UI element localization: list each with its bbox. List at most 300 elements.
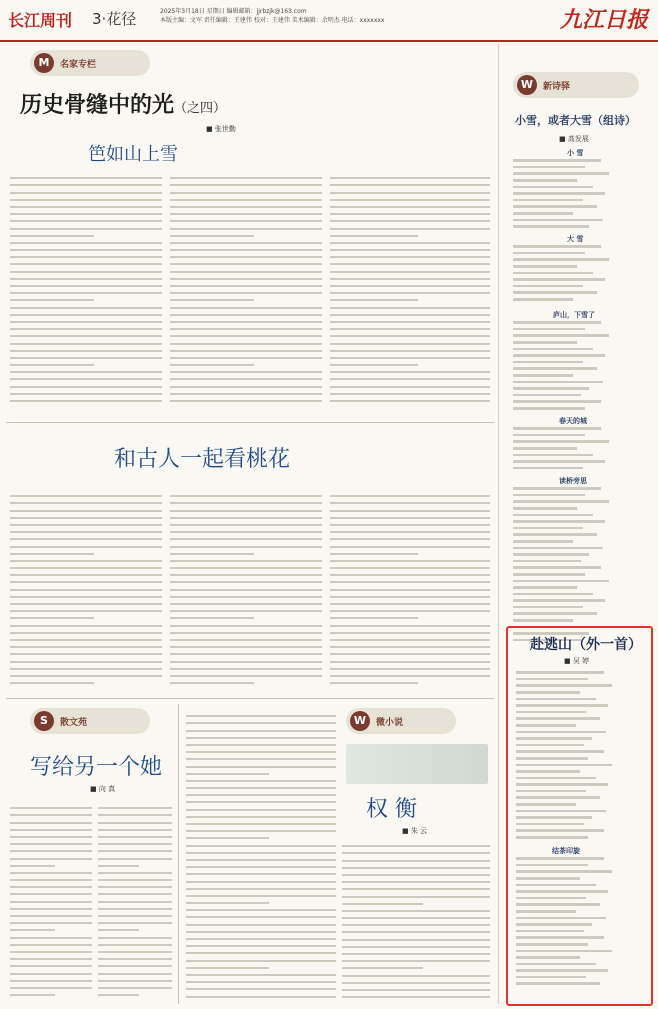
- text-line: [186, 990, 336, 997]
- column-m-icon: M: [34, 53, 54, 73]
- poem-line: [516, 762, 644, 769]
- text-line: [170, 230, 254, 237]
- poem-line: [513, 297, 649, 304]
- text-line: [10, 265, 162, 272]
- text-line: [330, 540, 490, 547]
- text-line: [342, 984, 490, 991]
- poem-line: [513, 439, 649, 446]
- text-line: [170, 627, 322, 634]
- poem-line: [516, 769, 644, 776]
- text-line: [10, 194, 162, 201]
- text-line: [330, 670, 490, 677]
- text-line: [170, 380, 322, 387]
- poem-line: [516, 975, 644, 982]
- text-line: [10, 330, 162, 337]
- poem-line: [513, 611, 649, 618]
- text-line: [330, 655, 490, 662]
- text-line: [10, 677, 94, 684]
- text-line: [330, 395, 490, 402]
- text-line: [330, 504, 490, 511]
- poem-line: [516, 723, 644, 730]
- text-line: [10, 591, 162, 598]
- poem-line: [513, 585, 649, 592]
- text-line: [330, 388, 490, 395]
- text-line: [10, 222, 162, 229]
- poem-line: [516, 710, 644, 717]
- poem-line: [516, 968, 644, 975]
- article4-col1: [186, 710, 336, 1000]
- text-line: [10, 512, 162, 519]
- text-line: [170, 301, 322, 308]
- poem-line: [513, 198, 649, 205]
- text-line: [170, 519, 322, 526]
- poem-line: [513, 559, 649, 566]
- poem-line: [516, 670, 644, 677]
- text-line: [10, 838, 92, 845]
- text-line: [342, 869, 490, 876]
- text-line: [10, 605, 162, 612]
- poem-line: [513, 366, 649, 373]
- text-line: [10, 860, 55, 867]
- poem-line: [513, 270, 649, 277]
- text-line: [170, 605, 322, 612]
- text-line: [186, 976, 336, 983]
- poem-line: [513, 512, 649, 519]
- text-line: [10, 881, 92, 888]
- poem-line: [516, 955, 644, 962]
- poem-line: [516, 802, 644, 809]
- featured-poem-title: 赴逃山（外一首）: [530, 637, 642, 653]
- article1-subtitle: 笆如山上雪: [88, 144, 178, 165]
- text-line: [330, 648, 490, 655]
- text-line: [342, 955, 490, 962]
- poem-line: [513, 244, 649, 251]
- poem-line: [516, 703, 644, 710]
- poem-line: [516, 981, 644, 988]
- text-line: [330, 583, 490, 590]
- text-line: [170, 533, 322, 540]
- text-line: [342, 862, 490, 869]
- poem-line: [513, 399, 649, 406]
- text-line: [186, 717, 336, 724]
- poem-line: [513, 379, 649, 386]
- text-line: [170, 337, 322, 344]
- text-line: [98, 917, 172, 924]
- text-line: [186, 868, 336, 875]
- text-line: [10, 533, 162, 540]
- text-line: [10, 655, 162, 662]
- text-line: [186, 839, 336, 846]
- text-line: [170, 222, 322, 229]
- text-line: [330, 677, 418, 684]
- text-line: [98, 802, 172, 809]
- text-line: [10, 989, 55, 996]
- text-line: [186, 803, 336, 810]
- text-line: [170, 497, 322, 504]
- poem-line: [513, 598, 649, 605]
- text-line: [10, 373, 162, 380]
- text-line: [10, 548, 94, 555]
- text-line: [170, 526, 322, 533]
- text-line: [10, 287, 162, 294]
- text-line: [330, 179, 490, 186]
- text-line: [170, 619, 322, 626]
- poem-line: [513, 217, 649, 224]
- text-line: [10, 931, 92, 938]
- text-line: [170, 576, 322, 583]
- text-line: [98, 809, 172, 816]
- text-line: [170, 677, 254, 684]
- column-s-icon: S: [34, 711, 54, 731]
- text-line: [98, 903, 172, 910]
- text-line: [342, 919, 490, 926]
- featured-poem-box: [506, 626, 653, 1006]
- poem-line: [516, 696, 644, 703]
- text-line: [10, 395, 162, 402]
- poem2-lines: [513, 244, 649, 303]
- poem-line: [516, 736, 644, 743]
- text-line: [10, 634, 162, 641]
- text-line: [98, 816, 172, 823]
- poem-line: [513, 499, 649, 506]
- text-line: [330, 287, 490, 294]
- text-line: [330, 345, 490, 352]
- poem-line: [516, 743, 644, 750]
- text-line: [98, 939, 172, 946]
- text-line: [342, 905, 490, 912]
- text-line: [186, 854, 336, 861]
- text-line: [10, 172, 162, 179]
- text-line: [186, 954, 336, 961]
- text-line: [10, 337, 162, 344]
- text-line: [10, 179, 162, 186]
- text-line: [330, 526, 490, 533]
- text-line: [186, 962, 269, 969]
- text-line: [186, 789, 336, 796]
- text-line: [10, 526, 162, 533]
- text-line: [98, 867, 172, 874]
- poem-line: [516, 782, 644, 789]
- article1-col1: [10, 172, 162, 408]
- text-line: [10, 251, 162, 258]
- poem-line: [516, 948, 644, 955]
- poem-line: [513, 466, 649, 473]
- text-line: [170, 287, 322, 294]
- text-line: [10, 519, 162, 526]
- poem-line: [513, 545, 649, 552]
- poem-line: [513, 393, 649, 400]
- text-line: [186, 724, 336, 731]
- page-number: 3·花径: [92, 10, 137, 28]
- poem-line: [516, 922, 644, 929]
- poem-line: [516, 776, 644, 783]
- text-line: [170, 512, 322, 519]
- text-line: [186, 832, 269, 839]
- poem-line: [513, 360, 649, 367]
- text-line: [170, 179, 322, 186]
- poem-line: [513, 386, 649, 393]
- column-w-icon: W: [517, 75, 537, 95]
- text-line: [330, 634, 490, 641]
- text-line: [10, 648, 162, 655]
- text-line: [330, 519, 490, 526]
- text-line: [170, 366, 322, 373]
- poem4-title: 春天的城: [559, 417, 587, 425]
- text-line: [10, 967, 92, 974]
- article4-author: ■ 朱 云: [402, 827, 428, 835]
- poem-line: [513, 406, 649, 413]
- text-line: [170, 670, 322, 677]
- text-line: [10, 280, 162, 287]
- text-line: [10, 619, 162, 626]
- poem-line: [513, 257, 649, 264]
- text-line: [330, 373, 490, 380]
- poem5-lines: [513, 486, 649, 644]
- text-line: [170, 634, 322, 641]
- text-line: [10, 576, 162, 583]
- text-line: [10, 946, 92, 953]
- text-line: [186, 911, 336, 918]
- main-content: [6, 44, 494, 1004]
- poem-line: [513, 433, 649, 440]
- poem-line: [513, 165, 649, 172]
- text-line: [170, 265, 322, 272]
- poem-line: [516, 835, 644, 842]
- text-line: [330, 569, 490, 576]
- text-line: [330, 323, 490, 330]
- poem-line: [513, 493, 649, 500]
- text-line: [170, 612, 254, 619]
- poem-line: [516, 869, 644, 876]
- illustration: [346, 744, 488, 784]
- poem3-lines: [513, 320, 649, 412]
- text-line: [170, 172, 322, 179]
- text-line: [186, 883, 336, 890]
- poem-line: [516, 822, 644, 829]
- text-line: [330, 294, 418, 301]
- poem-group-title: 小雪，或者大雪（组诗）: [515, 114, 636, 127]
- text-line: [342, 977, 490, 984]
- divider: [6, 698, 494, 699]
- poem-line: [513, 158, 649, 165]
- text-line: [10, 301, 162, 308]
- text-line: [10, 359, 94, 366]
- poem2-title: 大 雪: [567, 235, 584, 243]
- text-line: [170, 316, 322, 323]
- poem-line: [516, 749, 644, 756]
- text-line: [170, 395, 322, 402]
- text-line: [170, 591, 322, 598]
- text-line: [186, 746, 336, 753]
- poem-line: [513, 426, 649, 433]
- text-line: [330, 265, 490, 272]
- text-line: [10, 824, 92, 831]
- text-line: [186, 897, 269, 904]
- text-line: [10, 670, 162, 677]
- text-line: [170, 663, 322, 670]
- text-line: [330, 619, 490, 626]
- text-line: [342, 926, 490, 933]
- column-w-icon: W: [350, 711, 370, 731]
- text-line: [170, 280, 322, 287]
- poem-line: [513, 171, 649, 178]
- text-line: [186, 933, 336, 940]
- text-line: [10, 583, 162, 590]
- text-line: [10, 852, 92, 859]
- text-line: [10, 186, 162, 193]
- text-line: [10, 215, 162, 222]
- text-line: [10, 888, 92, 895]
- text-line: [170, 294, 254, 301]
- article1-col2: [170, 172, 322, 408]
- poem-line: [513, 340, 649, 347]
- text-line: [330, 251, 490, 258]
- poem-line: [516, 789, 644, 796]
- text-line: [330, 663, 490, 670]
- column-header-newpoem: W 新诗驿: [513, 72, 639, 98]
- newspaper-logo: 九江日报: [559, 7, 648, 33]
- text-line: [342, 890, 490, 897]
- article3-title: 写给另一个她: [30, 755, 163, 780]
- text-line: [342, 933, 490, 940]
- text-line: [98, 838, 172, 845]
- text-line: [10, 316, 162, 323]
- poem-line: [513, 333, 649, 340]
- text-line: [10, 831, 92, 838]
- text-line: [98, 982, 172, 989]
- masthead-info: 2025年3月18日 星期日 编辑邮箱：jjrbzjk@163.com 本版主编：文军 责任编辑：王建伟 校对：王建伟 美术编辑：余明杰 电话：xxxxxxx: [160, 8, 385, 24]
- text-line: [330, 273, 490, 280]
- text-line: [330, 280, 490, 287]
- text-line: [170, 251, 322, 258]
- text-line: [186, 947, 336, 954]
- poem-line: [516, 716, 644, 723]
- text-line: [330, 352, 490, 359]
- poem-line: [513, 204, 649, 211]
- poem-line: [513, 572, 649, 579]
- text-line: [330, 237, 490, 244]
- text-line: [10, 627, 162, 634]
- text-line: [98, 888, 172, 895]
- poem-line: [513, 277, 649, 284]
- text-line: [186, 739, 336, 746]
- poem-line: [516, 795, 644, 802]
- poem-line: [513, 191, 649, 198]
- text-line: [10, 294, 94, 301]
- text-line: [330, 201, 490, 208]
- text-line: [10, 960, 92, 967]
- poem-line: [513, 526, 649, 533]
- text-line: [10, 244, 162, 251]
- text-line: [98, 881, 172, 888]
- text-line: [98, 960, 172, 967]
- poem-line: [513, 320, 649, 327]
- poem-line: [516, 677, 644, 684]
- article1-col3: [330, 172, 490, 408]
- text-line: [170, 352, 322, 359]
- text-line: [10, 388, 162, 395]
- text-line: [170, 273, 322, 280]
- text-line: [10, 504, 162, 511]
- text-line: [186, 775, 336, 782]
- text-line: [186, 825, 336, 832]
- text-line: [10, 802, 92, 809]
- text-line: [170, 258, 322, 265]
- poem-line: [513, 506, 649, 513]
- poem-line: [516, 929, 644, 936]
- poem-line: [513, 373, 649, 380]
- masthead: [0, 0, 658, 42]
- poem-line: [513, 211, 649, 218]
- text-line: [330, 641, 490, 648]
- text-line: [10, 867, 92, 874]
- text-line: [10, 540, 162, 547]
- text-line: [330, 562, 490, 569]
- text-line: [98, 946, 172, 953]
- poem-line: [516, 876, 644, 883]
- poem-line: [516, 828, 644, 835]
- text-line: [170, 504, 322, 511]
- text-line: [10, 555, 162, 562]
- text-line: [342, 883, 490, 890]
- text-line: [10, 323, 162, 330]
- text-line: [330, 215, 490, 222]
- text-line: [10, 345, 162, 352]
- text-line: [330, 555, 490, 562]
- text-line: [170, 330, 322, 337]
- text-line: [330, 591, 490, 598]
- poem-line: [516, 889, 644, 896]
- text-line: [330, 330, 490, 337]
- poem-line: [516, 815, 644, 822]
- text-line: [170, 569, 322, 576]
- text-line: [186, 861, 336, 868]
- poem-line: [513, 264, 649, 271]
- article2-col1: [10, 490, 162, 690]
- featured-poem-second-title: 结茶印旋: [552, 847, 580, 855]
- text-line: [10, 380, 162, 387]
- text-line: [98, 895, 172, 902]
- article4-title: 权 衡: [366, 797, 417, 822]
- text-line: [10, 816, 92, 823]
- text-line: [186, 918, 336, 925]
- text-line: [10, 273, 162, 280]
- text-line: [330, 605, 490, 612]
- text-line: [330, 612, 418, 619]
- poem-line: [513, 539, 649, 546]
- text-line: [98, 931, 172, 938]
- poem1-title: 小 雪: [567, 149, 584, 157]
- text-line: [170, 194, 322, 201]
- text-line: [330, 380, 490, 387]
- poem-line: [513, 184, 649, 191]
- article2-col2: [170, 490, 322, 690]
- text-line: [330, 337, 490, 344]
- article2-title: 和古人一起看桃花: [114, 447, 291, 472]
- poem1-lines: [513, 158, 649, 231]
- text-line: [10, 910, 92, 917]
- text-line: [330, 194, 490, 201]
- text-line: [330, 548, 418, 555]
- text-line: [170, 373, 322, 380]
- text-line: [170, 186, 322, 193]
- text-line: [10, 641, 162, 648]
- text-line: [10, 230, 94, 237]
- text-line: [330, 627, 490, 634]
- text-line: [186, 904, 336, 911]
- text-line: [342, 948, 490, 955]
- text-line: [170, 237, 322, 244]
